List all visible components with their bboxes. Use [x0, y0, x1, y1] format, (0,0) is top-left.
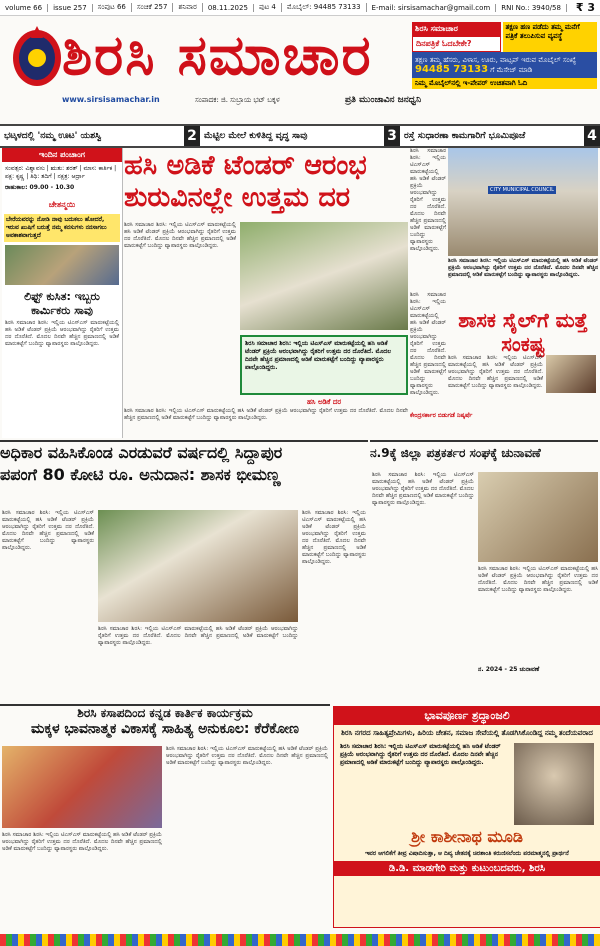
- story3-body-1: ಶಿರಸಿ ಸಮಾಚಾರ ಶಿರಸಿ: ಇಲ್ಲಿಯ ಟಿಎಸ್ಎಸ್ ಮಾರುಕಟ್ಟೆಯಲ್ಲಿ ಹಸಿ ಅಡಿಕೆ ಟೆಂಡರ್ ಪ್ರಕ್ರಿಯೆ ಆರಂಭವಾಗಿದ್ದು ರೈತರಿಗೆ ಉತ್ತಮ ದರ ದೊರೆತಿದೆ. ಮೊದಲ ದಿನವೇ ಹೆಚ್ಚಿನ ಪ್ರಮಾಣದಲ್ಲಿ ಅಡಿಕೆ ಮಾರುಕಟ್ಟೆಗೆ ಬಂದಿದ್ದು ವ್ಯಾಪಾರಸ್ಥರು ಪಾಲ್ಗೊಂಡಿದ್ದರು.: [372, 472, 474, 506]
- tribute-name: ಶ್ರೀ ಕಾಶೀನಾಥ ಮೂಡಿ: [411, 827, 523, 846]
- tribute-head: ಭಾವಪೂರ್ಣ ಶ್ರದ್ಧಾಂಜಲಿ: [334, 707, 600, 725]
- story4-photo: [2, 746, 162, 828]
- panchanga-body: ಸಂವತ್ಸರ: ವಿಶ್ವಾವಸು | ಋತು: ಶರತ್ | ಮಾಸ: ಕಾರ್ತಿಕ | ಪಕ್ಷ: ಕೃಷ್ಣ | ತಿಥಿ: ತದಿಗೆ | ನಕ್ಷತ್ರ: ಆರ್ದ್ರಾ: [5, 165, 117, 180]
- municipal-photo: [448, 148, 598, 256]
- logo-emblem: [10, 18, 65, 90]
- lead-highlight: ಶಿರಸಿ ಸಮಾಚಾರ ಶಿರಸಿ: ಇಲ್ಲಿಯ ಟಿಎಸ್ಎಸ್ ಮಾರುಕಟ್ಟೆಯಲ್ಲಿ ಹಸಿ ಅಡಿಕೆ ಟೆಂಡರ್ ಪ್ರಕ್ರಿಯೆ ಆರಂಭವಾಗಿದ್ದು ರೈತರಿಗೆ ಉತ್ತಮ ದರ ದೊರೆತಿದೆ. ಮೊದಲ ದಿನವೇ ಹೆಚ್ಚಿನ ಪ್ರಮಾಣದಲ್ಲಿ ಅಡಿಕೆ ಮಾರುಕಟ್ಟೆಗೆ ಬಂದಿದ್ದು ವ್ಯಾಪಾರಸ್ಥರು ಪಾಲ್ಗೊಂಡಿದ್ದರು.: [240, 335, 408, 395]
- story4-body-1: ಶಿರಸಿ ಸಮಾಚಾರ ಶಿರಸಿ: ಇಲ್ಲಿಯ ಟಿಎಸ್ಎಸ್ ಮಾರುಕಟ್ಟೆಯಲ್ಲಿ ಹಸಿ ಅಡಿಕೆ ಟೆಂಡರ್ ಪ್ರಕ್ರಿಯೆ ಆರಂಭವಾಗಿದ್ದು ರೈತರಿಗೆ ಉತ್ತಮ ದರ ದೊರೆತಿದೆ. ಮೊದಲ ದಿನವೇ ಹೆಚ್ಚಿನ ಪ್ರಮಾಣದಲ್ಲಿ ಅಡಿಕೆ ಮಾರುಕಟ್ಟೆಗೆ ಬಂದಿದ್ದು ವ್ಯಾಪಾರಸ್ಥರು ಪಾಲ್ಗೊಂಡಿದ್ದರು.: [2, 832, 162, 852]
- tribute-box: [333, 706, 600, 928]
- story2-body-1: ಶಿರಸಿ ಸಮಾಚಾರ ಶಿರಸಿ: ಇಲ್ಲಿಯ ಟಿಎಸ್ಎಸ್ ಮಾರುಕಟ್ಟೆಯಲ್ಲಿ ಹಸಿ ಅಡಿಕೆ ಟೆಂಡರ್ ಪ್ರಕ್ರಿಯೆ ಆರಂಭವಾಗಿದ್ದು ರೈತರಿಗೆ ಉತ್ತಮ ದರ ದೊರೆತಿದೆ. ಮೊದಲ ದಿನವೇ ಹೆಚ್ಚಿನ ಪ್ರಮಾಣದಲ್ಲಿ ಅಡಿಕೆ ಮಾರುಕಟ್ಟೆಗೆ ಬಂದಿದ್ದು ವ್ಯಾಪಾರಸ್ಥರು ಪಾಲ್ಗೊಂಡಿದ್ದರು.: [2, 510, 94, 551]
- tribute-photo: [514, 743, 594, 825]
- right-kicker: ಕೇಂದ್ರಸರ್ಕಾರ ಬಿಡುಗಡೆ ನಿಷ್ಕರ್ಷೆ: [410, 412, 473, 419]
- masthead-title: ಶಿರಸಿ ಸಮಾಚಾರ: [62, 23, 373, 87]
- story3-body-2: ಶಿರಸಿ ಸಮಾಚಾರ ಶಿರಸಿ: ಇಲ್ಲಿಯ ಟಿಎಸ್ಎಸ್ ಮಾರುಕಟ್ಟೆಯಲ್ಲಿ ಹಸಿ ಅಡಿಕೆ ಟೆಂಡರ್ ಪ್ರಕ್ರಿಯೆ ಆರಂಭವಾಗಿದ್ದು ರೈತರಿಗೆ ಉತ್ತಮ ದರ ದೊರೆತಿದೆ. ಮೊದಲ ದಿನವೇ ಹೆಚ್ಚಿನ ಪ್ರಮಾಣದಲ್ಲಿ ಅಡಿಕೆ ಮಾರುಕಟ್ಟೆಗೆ ಬಂದಿದ್ದು ವ್ಯಾಪಾರಸ್ಥರು ಪಾಲ್ಗೊಂಡಿದ್ದರು.: [478, 566, 598, 593]
- right-body-2: ಶಿರಸಿ ಸಮಾಚಾರ ಶಿರಸಿ: ಇಲ್ಲಿಯ ಟಿಎಸ್ಎಸ್ ಮಾರುಕಟ್ಟೆಯಲ್ಲಿ ಹಸಿ ಅಡಿಕೆ ಟೆಂಡರ್ ಪ್ರಕ್ರಿಯೆ ಆರಂಭವಾಗಿದ್ದು ರೈತರಿಗೆ ಉತ್ತಮ ದರ ದೊರೆತಿದೆ. ಮೊದಲ ದಿನವೇ ಹೆಚ್ಚಿನ ಪ್ರಮಾಣದಲ್ಲಿ ಅಡಿಕೆ ಮಾರುಕಟ್ಟೆಗೆ ಬಂದಿದ್ದು ವ್ಯಾಪಾರಸ್ಥರು ಪಾಲ್ಗೊಂಡಿದ್ದರು.: [448, 355, 543, 389]
- pages: ಪುಟ 4: [254, 3, 282, 12]
- rni: RNI No.: 3940/58: [496, 4, 567, 12]
- teaser-item[interactable]: ರಸ್ತೆ ಸುಧಾರಣಾ ಕಾಮಗಾರಿಗೆ ಭೂಮಿಪೂಜೆ 4: [400, 126, 600, 146]
- issue: issue 257: [48, 4, 93, 12]
- story2-header: ಅಧಿಕಾರ ವಹಿಸಿಕೊಂಡ ಎರಡುವರೆ ವರ್ಷದಲ್ಲಿ ಸಿದ್ದಾಪುರ ಪಪಂಗೆ 80 ಕೋಟಿ ರೂ. ಅನುದಾನ: ಶಾಸಕ ಭೀಮಣ್ಣ: [0, 440, 368, 506]
- tribute-body: ಶಿರಸಿ ನಗರದ ಸಾಹಿತ್ಯಪ್ರೇಮಿಗಳು, ಹಿರಿಯ ಚೇತನ, ಸಮಾಜ ಸೇವೆಯಲ್ಲಿ ತೊಡಗಿಸಿಕೊಂಡಿದ್ದ ನಮ್ಮ ತಂದೆಯವರಾದ: [341, 729, 593, 737]
- tribute-closing: ಇವರ ಆಗಲಿಕೆಗೆ ತೀವ್ರ ವಿಷಾದಿಸುತ್ತಾ, ಆ ದಿವ್ಯ ಚೇತನಕ್ಕೆ ಚಿರಶಾಂತಿ ಕರುಣಿಸಲೆಂದು ಪರಮಾತ್ಮನಲ್ಲಿ ಪ್ರಾರ್ಥನೆ: [365, 850, 569, 857]
- cheer-quote: ಬೇರೆಯವರನ್ನು ನೋಡಿ ನಾವು ಬದುಕಲು ಹೋದರೆ, ಇರುವ ಖುಷಿಗೆ ಬರುತ್ತೆ ನಮ್ಮ ಕನಸುಗಳು ನನಸಾಗಲು ಅವಕಾಶವಾಗುತ್ತದೆ: [4, 214, 120, 242]
- story2-body-2: ಶಿರಸಿ ಸಮಾಚಾರ ಶಿರಸಿ: ಇಲ್ಲಿಯ ಟಿಎಸ್ಎಸ್ ಮಾರುಕಟ್ಟೆಯಲ್ಲಿ ಹಸಿ ಅಡಿಕೆ ಟೆಂಡರ್ ಪ್ರಕ್ರಿಯೆ ಆರಂಭವಾಗಿದ್ದು ರೈತರಿಗೆ ಉತ್ತಮ ದರ ದೊರೆತಿದೆ. ಮೊದಲ ದಿನವೇ ಹೆಚ್ಚಿನ ಪ್ರಮಾಣದಲ್ಲಿ ಅಡಿಕೆ ಮಾರುಕಟ್ಟೆಗೆ ಬಂದಿದ್ದು ವ್ಯಾಪಾರಸ್ಥರು ಪಾಲ್ಗೊಂಡಿದ್ದರು.: [98, 626, 298, 646]
- teaser-item[interactable]: ಮೆಟ್ಟಿಲ ಮೇಲೆ ಕುಳಿತಿದ್ದ ವೃದ್ಧ ಸಾವು 3: [200, 126, 400, 146]
- day: ಶನಿವಾರ: [173, 3, 202, 12]
- right-body-1: ಶಿರಸಿ ಸಮಾಚಾರ ಶಿರಸಿ: ಇಲ್ಲಿಯ ಟಿಎಸ್ಎಸ್ ಮಾರುಕಟ್ಟೆಯಲ್ಲಿ ಹಸಿ ಅಡಿಕೆ ಟೆಂಡರ್ ಪ್ರಕ್ರಿಯೆ ಆರಂಭವಾಗಿದ್ದು ರೈತರಿಗೆ ಉತ್ತಮ ದರ ದೊರೆತಿದೆ. ಮೊದಲ ದಿನವೇ ಹೆಚ್ಚಿನ ಪ್ರಮಾಣದಲ್ಲಿ ಅಡಿಕೆ ಮಾರುಕಟ್ಟೆಗೆ ಬಂದಿದ್ದು ವ್ಯಾಪಾರಸ್ಥರು ಪಾಲ್ಗೊಂಡಿದ್ದರು.: [410, 292, 446, 396]
- panchanga-head: ಇಂದಿನ ಪಂಚಾಂಗ: [2, 148, 122, 162]
- story2-photo: [98, 510, 298, 622]
- tribute-text: ಶಿರಸಿ ಸಮಾಚಾರ ಶಿರಸಿ: ಇಲ್ಲಿಯ ಟಿಎಸ್ಎಸ್ ಮಾರುಕಟ್ಟೆಯಲ್ಲಿ ಹಸಿ ಅಡಿಕೆ ಟೆಂಡರ್ ಪ್ರಕ್ರಿಯೆ ಆರಂಭವಾಗಿದ್ದು ರೈತರಿಗೆ ಉತ್ತಮ ದರ ದೊರೆತಿದೆ. ಮೊದಲ ದಿನವೇ ಹೆಚ್ಚಿನ ಪ್ರಮಾಣದಲ್ಲಿ ಅಡಿಕೆ ಮಾರುಕಟ್ಟೆಗೆ ಬಂದಿದ್ದು ವ್ಯಾಪಾರಸ್ಥರು ಪಾಲ್ಗೊಂಡಿದ್ದರು.: [340, 743, 501, 766]
- volume: volume 66: [0, 4, 48, 12]
- story4-body-2: ಶಿರಸಿ ಸಮಾಚಾರ ಶಿರಸಿ: ಇಲ್ಲಿಯ ಟಿಎಸ್ಎಸ್ ಮಾರುಕಟ್ಟೆಯಲ್ಲಿ ಹಸಿ ಅಡಿಕೆ ಟೆಂಡರ್ ಪ್ರಕ್ರಿಯೆ ಆರಂಭವಾಗಿದ್ದು ರೈತರಿಗೆ ಉತ್ತಮ ದರ ದೊರೆತಿದೆ. ಮೊದಲ ದಿನವೇ ಹೆಚ್ಚಿನ ಪ್ರಮಾಣದಲ್ಲಿ ಅಡಿಕೆ ಮಾರುಕಟ್ಟೆಗೆ ಬಂದಿದ್ದು ವ್ಯಾಪಾರಸ್ಥರು ಪಾಲ್ಗೊಂಡಿದ್ದರು.: [166, 746, 328, 766]
- ad-line-1: ಶಿರಸಿ ಸಮಾಚಾರ: [412, 22, 501, 36]
- lead-body-2: ಶಿರಸಿ ಸಮಾಚಾರ ಶಿರಸಿ: ಇಲ್ಲಿಯ ಟಿಎಸ್ಎಸ್ ಮಾರುಕಟ್ಟೆಯಲ್ಲಿ ಹಸಿ ಅಡಿಕೆ ಟೆಂಡರ್ ಪ್ರಕ್ರಿಯೆ ಆರಂಭವಾಗಿದ್ದು ರೈತರಿಗೆ ಉತ್ತಮ ದರ ದೊರೆತಿದೆ. ಮೊದಲ ದಿನವೇ ಹೆಚ್ಚಿನ ಪ್ರಮಾಣದಲ್ಲಿ ಅಡಿಕೆ ಮಾರುಕಟ್ಟೆಗೆ ಬಂದಿದ್ದು ವ್ಯಾಪಾರಸ್ಥರು ಪಾಲ್ಗೊಂಡಿದ್ದರು.: [124, 408, 408, 421]
- subscription-ad: [412, 22, 597, 108]
- samputa: ಸಂಪುಟ 66: [93, 3, 132, 12]
- right-story-headline: ಶಾಸಕ ಸೈಲ್‌ಗೆ ಮತ್ತೆ ಸಂಕಷ್ಟ: [458, 308, 588, 356]
- mla-photo: [546, 355, 596, 393]
- lead-photo: [240, 222, 408, 330]
- story3-header: ನ.9ಕ್ಕೆ ಜಿಲ್ಲಾ ಪತ್ರಕರ್ತರ ಸಂಘಕ್ಕೆ ಚುನಾವಣೆ: [370, 440, 598, 470]
- rahukala: ರಾಹುಕಾಲ: 09.00 - 10.30: [5, 184, 75, 191]
- story4-header: ಶಿರಸಿ ಕಸಾಪದಿಂದ ಕನ್ನಡ ಕಾರ್ತಿಕ ಕಾರ್ಯಕ್ರಮ ಮಕ್ಕಳ ಭಾವನಾತ್ಮಕ ವಿಕಾಸಕ್ಕೆ ಸಾಹಿತ್ಯ ಅನುಕೂಲ: ಕೆರೆಕೋಣ: [0, 704, 330, 744]
- motto: ಪ್ರತಿ ಮುಂಜಾವಿನ ಜನಧ್ವನಿ: [345, 95, 422, 105]
- lead-body-3: ಶಿರಸಿ ಸಮಾಚಾರ ಶಿರಸಿ: ಇಲ್ಲಿಯ ಟಿಎಸ್ಎಸ್ ಮಾರುಕಟ್ಟೆಯಲ್ಲಿ ಹಸಿ ಅಡಿಕೆ ಟೆಂಡರ್ ಪ್ರಕ್ರಿಯೆ ಆರಂಭವಾಗಿದ್ದು ರೈತರಿಗೆ ಉತ್ತಮ ದರ ದೊರೆತಿದೆ. ಮೊದಲ ದಿನವೇ ಹೆಚ್ಚಿನ ಪ್ರಮಾಣದಲ್ಲಿ ಅಡಿಕೆ ಮಾರುಕಟ್ಟೆಗೆ ಬಂದಿದ್ದು ವ್ಯಾಪಾರಸ್ಥರು ಪಾಲ್ಗೊಂಡಿದ್ದರು.: [410, 148, 446, 252]
- right-story-intro: ಶಿರಸಿ ಸಮಾಚಾರ ಶಿರಸಿ: ಇಲ್ಲಿಯ ಟಿಎಸ್ಎಸ್ ಮಾರುಕಟ್ಟೆಯಲ್ಲಿ ಹಸಿ ಅಡಿಕೆ ಟೆಂಡರ್ ಪ್ರಕ್ರಿಯೆ ಆರಂಭವಾಗಿದ್ದು ರೈತರಿಗೆ ಉತ್ತಮ ದರ ದೊರೆತಿದೆ. ಮೊದಲ ದಿನವೇ ಹೆಚ್ಚಿನ ಪ್ರಮಾಣದಲ್ಲಿ ಅಡಿಕೆ ಮಾರುಕಟ್ಟೆಗೆ ಬಂದಿದ್ದು ವ್ಯಾಪಾರಸ್ಥರು ಪಾಲ್ಗೊಂಡಿದ್ದರು.: [448, 258, 598, 278]
- mobile: ಮೊಬೈಲ್: 94485 73133: [282, 3, 367, 12]
- municipal-sign: CITY MUNICIPAL COUNCIL: [490, 187, 554, 193]
- left-sidebar: [2, 148, 123, 438]
- date: 08.11.2025: [203, 4, 254, 12]
- top-info-bar: [0, 0, 600, 16]
- ad-info: ತಕ್ಷಣ ತಮ್ಮ ಹೆಸರು, ವಿಳಾಸ, ಊರು, ವಾಟ್ಸಪ್ ಇರುವ ಮೊಬೈಲ್ ಸಂಖ್ಯೆ 94485 73133 ಗೆ ಮೆಸೇಜ್ ಮಾಡಿ: [412, 52, 597, 78]
- story2-body-3: ಶಿರಸಿ ಸಮಾಚಾರ ಶಿರಸಿ: ಇಲ್ಲಿಯ ಟಿಎಸ್ಎಸ್ ಮಾರುಕಟ್ಟೆಯಲ್ಲಿ ಹಸಿ ಅಡಿಕೆ ಟೆಂಡರ್ ಪ್ರಕ್ರಿಯೆ ಆರಂಭವಾಗಿದ್ದು ರೈತರಿಗೆ ಉತ್ತಮ ದರ ದೊರೆತಿದೆ. ಮೊದಲ ದಿನವೇ ಹೆಚ್ಚಿನ ಪ್ರಮಾಣದಲ್ಲಿ ಅಡಿಕೆ ಮಾರುಕಟ್ಟೆಗೆ ಬಂದಿದ್ದು ವ್ಯಾಪಾರಸ್ಥರು ಪಾಲ್ಗೊಂಡಿದ್ದರು.: [302, 510, 366, 565]
- sidebar-story-body: ಶಿರಸಿ ಸಮಾಚಾರ ಶಿರಸಿ: ಇಲ್ಲಿಯ ಟಿಎಸ್ಎಸ್ ಮಾರುಕಟ್ಟೆಯಲ್ಲಿ ಹಸಿ ಅಡಿಕೆ ಟೆಂಡರ್ ಪ್ರಕ್ರಿಯೆ ಆರಂಭವಾಗಿದ್ದು ರೈತರಿಗೆ ಉತ್ತಮ ದರ ದೊರೆತಿದೆ. ಮೊದಲ ದಿನವೇ ಹೆಚ್ಚಿನ ಪ್ರಮಾಣದಲ್ಲಿ ಅಡಿಕೆ ಮಾರುಕಟ್ಟೆಗೆ ಬಂದಿದ್ದು ವ್ಯಾಪಾರಸ್ಥರು ಪಾಲ್ಗೊಂಡಿದ್ದರು.: [5, 320, 119, 347]
- footer-strip: [0, 934, 600, 946]
- teaser-bar: [0, 124, 600, 148]
- email[interactable]: E-mail: sirsisamachar@gmail.com: [367, 4, 497, 12]
- story3-photo: [478, 472, 598, 562]
- tribute-from: ಡಿ.ಡಿ. ಮಾಡಗೇರಿ ಮತ್ತು ಕುಟುಂಬದವರು, ಶಿರಸಿ: [334, 861, 600, 876]
- accident-photo: [5, 245, 119, 285]
- cheer-head: ಚೇತನ್ಮಯಿ: [2, 198, 122, 212]
- sidebar-story-head: ಲಿಫ್ಟ್ ಕುಸಿತ: ಇಬ್ಬರು ಕಾರ್ಮಿಕರು ಸಾವು: [24, 290, 100, 317]
- editor-line: ಸಂಪಾದಕ: ಜಿ. ಸುಬ್ರಾಯ ಭಟ್ ಬಕ್ಕಳ: [195, 96, 280, 104]
- story3-note: ನ. 2024 - 25 ಚುನಾವಣೆ: [478, 666, 540, 673]
- ad-line-6: ನಿಮ್ಮ ಮೊಬೈಲ್‌ನಲ್ಲಿ ಇ-ಪೇಪರ್ ಉಚಿತವಾಗಿ ಓದಿ: [412, 78, 597, 89]
- ad-phone: 94485 73133: [415, 64, 489, 75]
- lead-caption: ಹಸಿ ಅಡಿಕೆ ದರ: [306, 398, 342, 406]
- lead-headline: ಹಸಿ ಅಡಿಕೆ ಟೆಂಡರ್ ಆರಂಭ ಶುರುವಿನಲ್ಲೇ ಉತ್ತಮ ದರ: [124, 150, 367, 213]
- teaser-item[interactable]: ಭಟ್ಕಳದಲ್ಲಿ 'ನಮ್ಮ ಊಟ' ಯಶಸ್ವಿ 2: [0, 126, 200, 146]
- ad-line-2: ದಿನಪತ್ರಿಕೆ ಓದಬೇಕೇ?: [412, 36, 501, 52]
- price: ₹ 3: [575, 1, 595, 14]
- lead-body-1: ಶಿರಸಿ ಸಮಾಚಾರ ಶಿರಸಿ: ಇಲ್ಲಿಯ ಟಿಎಸ್ಎಸ್ ಮಾರುಕಟ್ಟೆಯಲ್ಲಿ ಹಸಿ ಅಡಿಕೆ ಟೆಂಡರ್ ಪ್ರಕ್ರಿಯೆ ಆರಂಭವಾಗಿದ್ದು ರೈತರಿಗೆ ಉತ್ತಮ ದರ ದೊರೆತಿದೆ. ಮೊದಲ ದಿನವೇ ಹೆಚ್ಚಿನ ಪ್ರಮಾಣದಲ್ಲಿ ಅಡಿಕೆ ಮಾರುಕಟ್ಟೆಗೆ ಬಂದಿದ್ದು ವ್ಯಾಪಾರಸ್ಥರು ಪಾಲ್ಗೊಂಡಿದ್ದರು.: [124, 222, 236, 249]
- website-link[interactable]: www.sirsisamachar.in: [62, 95, 160, 104]
- sanchike: ಸಂಚಿಕೆ 257: [132, 3, 174, 12]
- ad-line-3: ತಕ್ಷಣ ಹಣ ಪಡೆದು ತಮ್ಮ ಮನೆಗೆ ಪತ್ರಿಕೆ ತಲುಪಿಸುವ ವ್ಯವಸ್ಥೆ: [503, 22, 598, 52]
